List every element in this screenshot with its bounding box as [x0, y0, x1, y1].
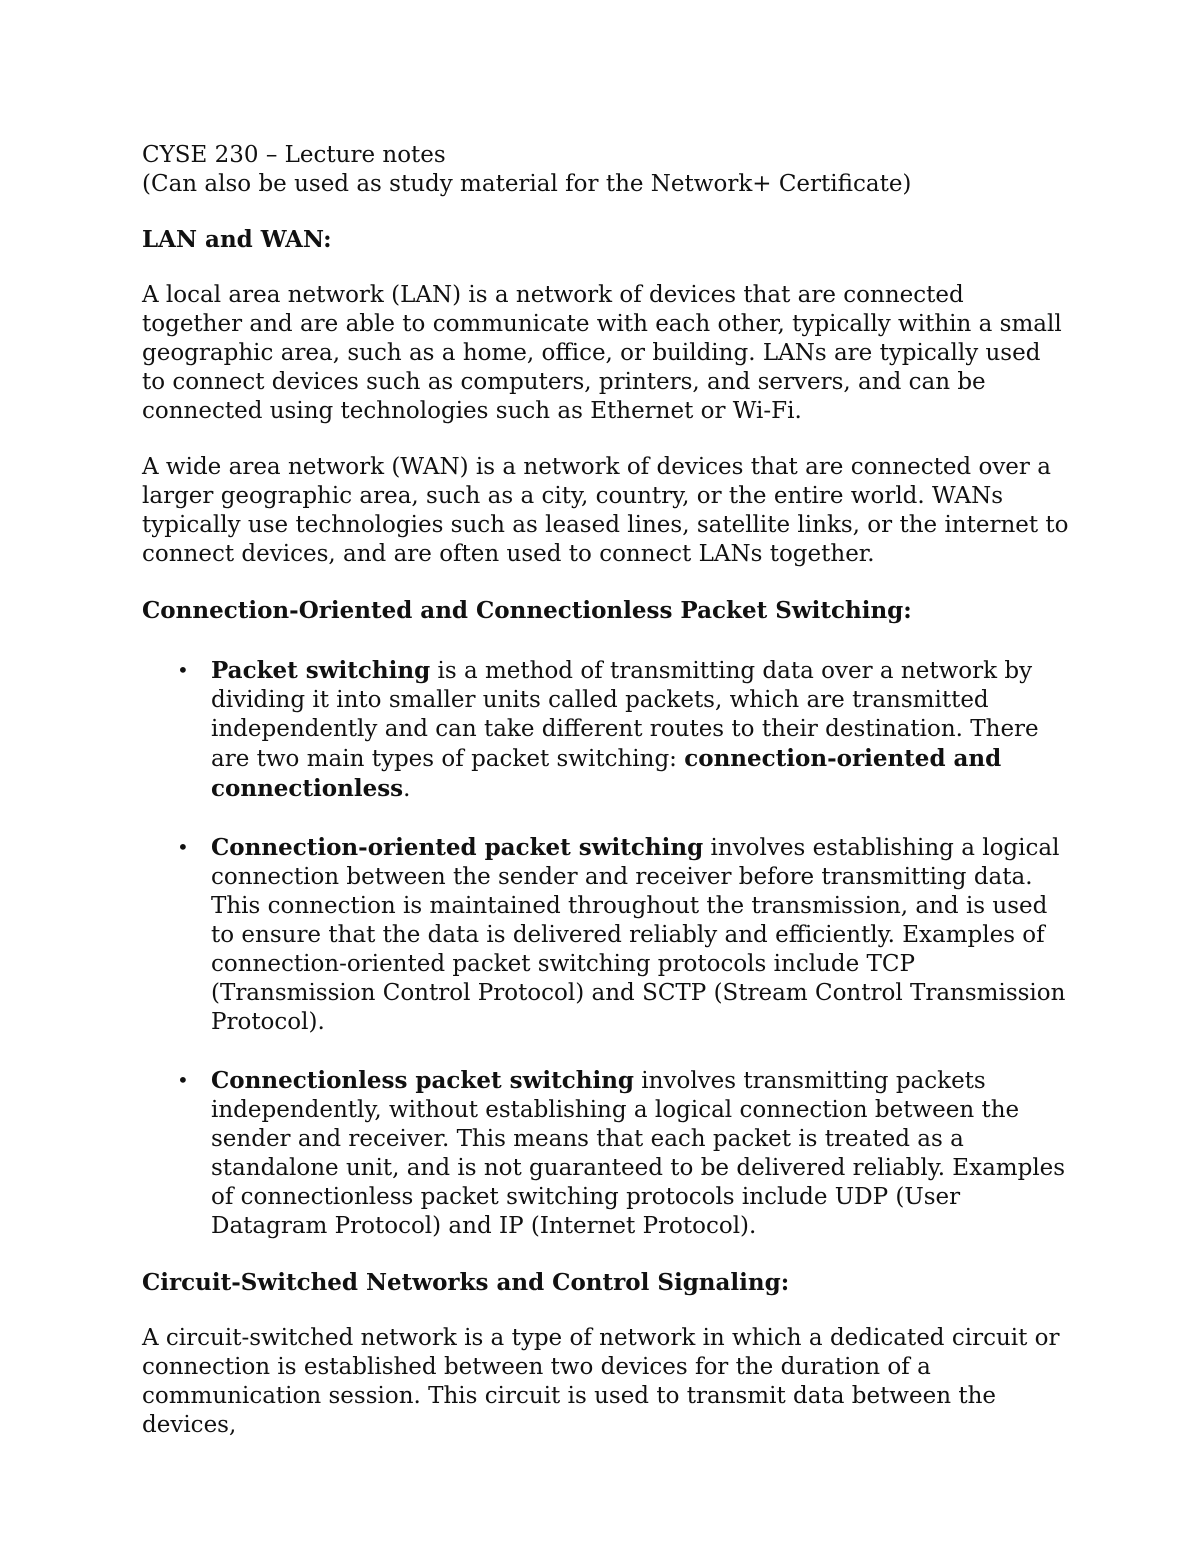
heading-circuit-switched: Circuit-Switched Networks and Control Signaling: [142, 1269, 790, 1296]
bullet-icon: • [177, 658, 189, 682]
packet-switching-list [142, 656, 1070, 1241]
definition-text: involves transmitting packets independently, without establishing a logical connection between the sender and receiver. This means that each packet is treated as a standalone unit, and is not guaranteed to be delivered reliably. Examples of connectionless packet switching protocols include UDP (User Datagram Protocol) and IP (Internet Protocol). [211, 1068, 1066, 1239]
term-connection-oriented: Connection-oriented packet switching [211, 834, 704, 861]
bullet-icon: • [177, 835, 189, 859]
paragraph-lan: A local area network (LAN) is a network of devices that are connected together and are able to communicate with each other, typically within a small geographic area, such as a home, office, or building. LANs are typically used to connect devices such as computers, printers, and servers, and can be connected using technologies such as Ethernet or Wi-Fi. [142, 282, 1062, 424]
term-packet-switching: Packet switching [211, 657, 431, 684]
sentence-end: . [403, 776, 411, 802]
list-item [142, 656, 1070, 804]
document-title: CYSE 230 – Lecture notes [142, 142, 446, 168]
definition-text: is a method of transmitting data over a network by dividing it into smaller units called packets, which are transmitted independently and can take different routes to their destination. There are two main types of packet switching: [211, 658, 1039, 772]
list-item [142, 1066, 1070, 1241]
definition-text: involves establishing a logical connection between the sender and receiver before transmitting data. This connection is maintained throughout the transmission, and is used to ensure that the data is delivered reliably and efficiently. Examples of connection-oriented packet switching protocols include TCP (Transmission Control Protocol) and SCTP (Stream Control Transmission Protocol). [211, 835, 1066, 1035]
heading-packet-switching: Connection-Oriented and Connectionless Packet Switching: [142, 597, 912, 624]
paragraph-wan: A wide area network (WAN) is a network of devices that are connected over a larger geographic area, such as a city, country, or the entire world. WANs typically use technologies such as leased lines, satellite links, or the internet to connect devices, and are often used to connect LANs together. [142, 454, 1069, 567]
list-item [142, 833, 1070, 1037]
term-types: connection-oriented and connectionless [211, 745, 1002, 802]
document-subtitle: (Can also be used as study material for the Network+ Certificate) [142, 171, 912, 197]
paragraph-circuit-switched: A circuit-switched network is a type of network in which a dedicated circuit or connection is established between two devices for the duration of a communication session. This circuit is used to transmit data between the devices, [142, 1325, 1060, 1438]
heading-lan-wan: LAN and WAN: [142, 226, 332, 253]
term-connectionless: Connectionless packet switching [211, 1067, 634, 1094]
bullet-icon: • [177, 1068, 189, 1092]
